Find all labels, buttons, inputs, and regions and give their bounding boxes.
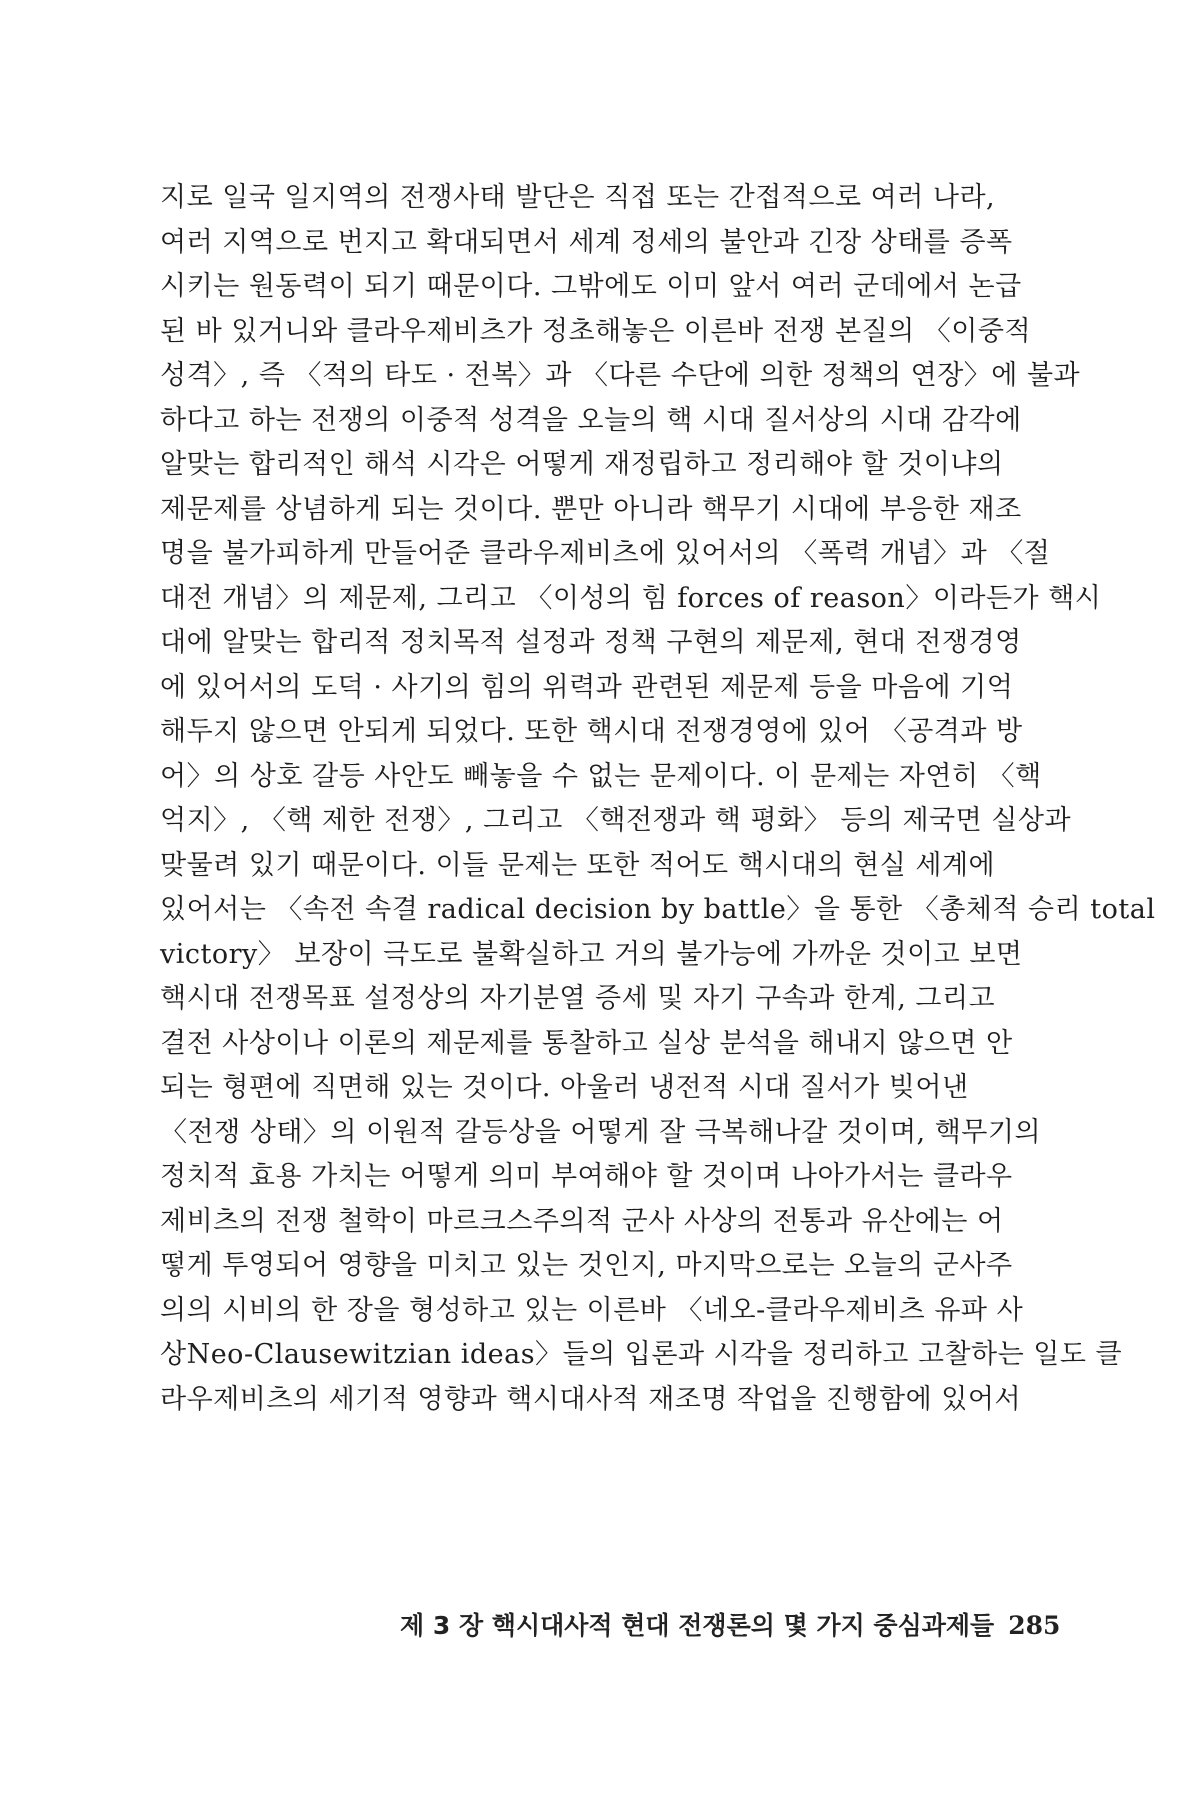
text-line: 되는 형편에 직면해 있는 것이다. 아울러 냉전적 시대 질서가 빚어낸 [160, 1072, 969, 1103]
page-number: 285 [1008, 1611, 1061, 1640]
text-line: 정치적 효용 가치는 어떻게 의미 부여해야 할 것이며 나아가서는 클라우 [160, 1161, 1013, 1192]
text-line: 하다고 하는 전쟁의 이중적 성격을 오늘의 핵 시대 질서상의 시대 감각에 [160, 404, 1022, 436]
text-line: 알맞는 합리적인 해석 시각은 어떻게 재정립하고 정리해야 할 것이냐의 [160, 449, 1004, 480]
text-line: 상Neo-Clausewitzian ideas〉들의 입론과 시각을 정리하고 고찰하는 일도 클 [160, 1339, 1123, 1370]
running-head: 제 3 장 핵시대사적 현대 전쟁론의 몇 가지 중심과제들 [400, 1611, 995, 1640]
text-line: 핵시대 전쟁목표 설정상의 자기분열 증세 및 자기 구속과 한계, 그리고 [160, 983, 996, 1014]
text-line: 어〉의 상호 갈등 사안도 빼놓을 수 없는 문제이다. 이 문제는 자연히 〈핵 [160, 760, 1042, 792]
text-line: 대에 알맞는 합리적 정치목적 설정과 정책 구현의 제문제, 현대 전쟁경영 [160, 627, 1022, 658]
body-text [160, 176, 1156, 1422]
text-line: 맞물려 있기 때문이다. 이들 문제는 또한 적어도 핵시대의 현실 세계에 [160, 849, 996, 881]
text-line: 떻게 투영되어 영향을 미치고 있는 것인지, 마지막으로는 오늘의 군사주 [160, 1250, 1013, 1281]
page-footer [400, 1606, 1061, 1642]
text-line: 시키는 원동력이 되기 때문이다. 그밖에도 이미 앞서 여러 군데에서 논급 [160, 271, 1022, 302]
text-line: 있어서는 〈속전 속결 radical decision by battle〉을 통한 〈총체적 승리 total [160, 894, 1156, 925]
text-line: victory〉 보장이 극도로 불확실하고 거의 불가능에 가까운 것이고 보면 [160, 938, 1023, 970]
text-line: 지로 일국 일지역의 전쟁사태 발단은 직접 또는 간접적으로 여러 나라, [160, 182, 996, 213]
text-line: 라우제비츠의 세기적 영향과 핵시대사적 재조명 작업을 진행함에 있어서 [160, 1383, 1022, 1415]
text-line: 된 바 있거니와 클라우제비츠가 정초해놓은 이른바 전쟁 본질의 〈이중적 [160, 315, 1032, 347]
text-line: 명을 불가피하게 만들어준 클라우제비츠에 있어서의 〈폭력 개념〉과 〈절 [160, 538, 1051, 569]
text-line: 제비츠의 전쟁 철학이 마르크스주의적 군사 사상의 전통과 유산에는 어 [160, 1205, 1004, 1237]
text-line: 에 있어서의 도덕 · 사기의 힘의 위력과 관련된 제문제 등을 마음에 기억 [160, 671, 1014, 703]
text-line: 결전 사상이나 이론의 제문제를 통찰하고 실상 분석을 해내지 않으면 안 [160, 1027, 1013, 1059]
text-line: 제문제를 상념하게 되는 것이다. 뿐만 아니라 핵무기 시대에 부응한 재조 [160, 493, 1022, 525]
text-line: 대전 개념〉의 제문제, 그리고 〈이성의 힘 forces of reason〉이라든가 핵시 [160, 582, 1102, 614]
text-line: 〈전쟁 상태〉의 이원적 갈등상을 어떻게 잘 극복해나갈 것이며, 핵무기의 [160, 1116, 1042, 1148]
text-line: 억지〉, 〈핵 제한 전쟁〉, 그리고 〈핵전쟁과 핵 평화〉 등의 제국면 실상과 [160, 805, 1072, 836]
text-line: 의의 시비의 한 장을 형성하고 있는 이른바 〈네오-클라우제비츠 유파 사 [160, 1294, 1024, 1326]
text-line: 여러 지역으로 번지고 확대되면서 세계 정세의 불안과 긴장 상태를 증폭 [160, 226, 1013, 258]
text-line: 해두지 않으면 안되게 되었다. 또한 핵시대 전쟁경영에 있어 〈공격과 방 [160, 716, 1023, 747]
text-line: 성격〉, 즉 〈적의 타도 · 전복〉과 〈다른 수단에 의한 정책의 연장〉에 불과 [160, 360, 1081, 391]
